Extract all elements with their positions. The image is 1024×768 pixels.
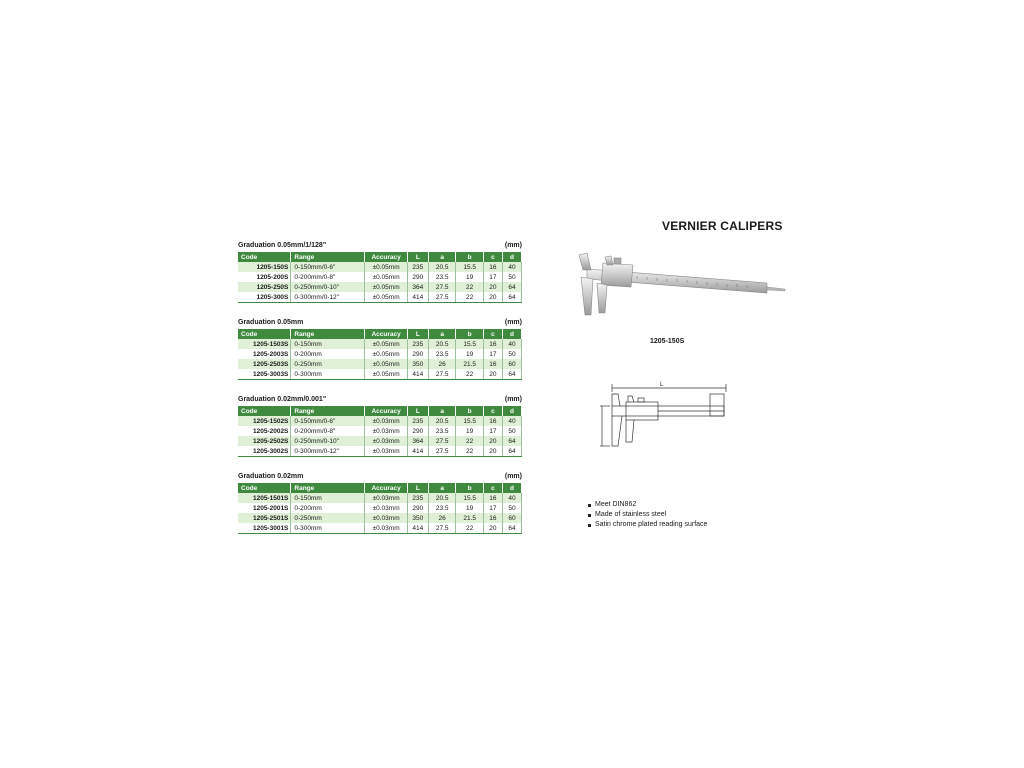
table-row	[238, 513, 522, 523]
feature-list	[588, 500, 707, 530]
table-cell: 20.5	[428, 339, 456, 349]
table-cell: 17	[483, 426, 502, 436]
graduation-label: Graduation 0.02mm	[238, 473, 304, 480]
table-cell: 16	[483, 339, 502, 349]
table-cell: 20	[483, 523, 502, 534]
table-cell: 22	[456, 523, 484, 534]
table-cell: 20	[483, 436, 502, 446]
table-heading	[238, 471, 522, 483]
table-cell: 40	[502, 339, 521, 349]
table-row	[238, 349, 522, 359]
table-heading	[238, 240, 522, 252]
spec-table	[238, 329, 522, 380]
table-cell: 27.5	[428, 369, 456, 380]
table-header-row	[238, 406, 522, 416]
table-cell: ±0.05mm	[365, 349, 407, 359]
column-header: a	[428, 483, 456, 493]
column-header: c	[483, 329, 502, 339]
table-cell: 50	[502, 426, 521, 436]
table-cell: 0-300mm/0-12"	[291, 446, 365, 457]
table-cell: 1205-2503S	[238, 359, 291, 369]
table-cell: 40	[502, 493, 521, 503]
table-cell: 1205-1502S	[238, 416, 291, 426]
table-cell: ±0.05mm	[365, 359, 407, 369]
table-cell: 235	[407, 416, 428, 426]
table-cell: ±0.05mm	[365, 262, 407, 272]
table-cell: 364	[407, 282, 428, 292]
table-cell: 0-250mm/0-10"	[291, 282, 365, 292]
table-cell: ±0.03mm	[365, 436, 407, 446]
table-cell: 0-150mm/0-6"	[291, 262, 365, 272]
spec-table	[238, 483, 522, 534]
table-row	[238, 436, 522, 446]
column-header: Code	[238, 252, 291, 262]
table-cell: 26	[428, 513, 456, 523]
bullet-icon	[588, 524, 591, 527]
table-cell: 0-150mm/0-6"	[291, 416, 365, 426]
column-header: Accuracy	[365, 329, 407, 339]
table-cell: 414	[407, 292, 428, 303]
column-header: Range	[291, 329, 365, 339]
column-header: L	[407, 483, 428, 493]
table-heading	[238, 317, 522, 329]
column-header: L	[407, 252, 428, 262]
table-cell: 17	[483, 272, 502, 282]
table-row	[238, 416, 522, 426]
bullet-icon	[588, 514, 591, 517]
column-header: b	[456, 483, 484, 493]
table-cell: 0-250mm	[291, 359, 365, 369]
column-header: b	[456, 406, 484, 416]
column-header: c	[483, 406, 502, 416]
table-cell: 15.5	[456, 339, 484, 349]
table-cell: ±0.05mm	[365, 369, 407, 380]
table-cell: ±0.03mm	[365, 513, 407, 523]
column-header: Accuracy	[365, 406, 407, 416]
table-cell: 21.5	[456, 513, 484, 523]
unit-label: (mm)	[504, 396, 522, 403]
table-cell: 19	[456, 503, 484, 513]
column-header: d	[502, 406, 521, 416]
spec-table-1	[238, 240, 522, 303]
column-header: d	[502, 252, 521, 262]
column-header: c	[483, 252, 502, 262]
table-cell: 1205-200S	[238, 272, 291, 282]
table-cell: 0-300mm	[291, 369, 365, 380]
column-header: L	[407, 406, 428, 416]
table-heading	[238, 394, 522, 406]
caliper-diagram	[598, 380, 734, 456]
table-cell: 290	[407, 272, 428, 282]
column-header: d	[502, 483, 521, 493]
graduation-label: Graduation 0.05mm/1/128"	[238, 242, 327, 249]
table-row	[238, 272, 522, 282]
column-header: d	[502, 329, 521, 339]
table-cell: 50	[502, 349, 521, 359]
table-cell: 16	[483, 262, 502, 272]
table-cell: 0-150mm	[291, 339, 365, 349]
table-cell: 22	[456, 282, 484, 292]
table-cell: 15.5	[456, 493, 484, 503]
column-header: Code	[238, 483, 291, 493]
table-cell: ±0.03mm	[365, 493, 407, 503]
column-header: b	[456, 252, 484, 262]
table-row	[238, 339, 522, 349]
table-cell: ±0.03mm	[365, 446, 407, 457]
table-cell: 64	[502, 523, 521, 534]
table-cell: 1205-1503S	[238, 339, 291, 349]
table-cell: 1205-3001S	[238, 523, 291, 534]
table-cell: 64	[502, 446, 521, 457]
table-cell: 20.5	[428, 262, 456, 272]
table-cell: 0-300mm	[291, 523, 365, 534]
table-cell: ±0.03mm	[365, 503, 407, 513]
column-header: c	[483, 483, 502, 493]
table-cell: 21.5	[456, 359, 484, 369]
table-cell: 235	[407, 339, 428, 349]
table-cell: 20	[483, 282, 502, 292]
table-cell: 15.5	[456, 262, 484, 272]
table-cell: 16	[483, 416, 502, 426]
bullet-icon	[588, 504, 591, 507]
spec-table-3	[238, 394, 522, 457]
table-cell: 414	[407, 369, 428, 380]
column-header: Code	[238, 406, 291, 416]
table-cell: 20.5	[428, 416, 456, 426]
column-header: Range	[291, 483, 365, 493]
table-cell: 290	[407, 349, 428, 359]
table-row	[238, 503, 522, 513]
table-cell: 50	[502, 503, 521, 513]
table-cell: 22	[456, 446, 484, 457]
table-cell: 1205-300S	[238, 292, 291, 303]
column-header: L	[407, 329, 428, 339]
table-cell: 1205-3003S	[238, 369, 291, 380]
table-cell: 350	[407, 359, 428, 369]
table-cell: 40	[502, 262, 521, 272]
spec-table-4	[238, 471, 522, 534]
table-cell: 64	[502, 369, 521, 380]
table-cell: 64	[502, 436, 521, 446]
table-cell: 19	[456, 272, 484, 282]
table-cell: 20	[483, 292, 502, 303]
table-cell: 0-150mm	[291, 493, 365, 503]
column-header: Accuracy	[365, 252, 407, 262]
table-cell: 27.5	[428, 523, 456, 534]
table-cell: 27.5	[428, 292, 456, 303]
unit-label: (mm)	[504, 242, 522, 249]
table-cell: 23.5	[428, 426, 456, 436]
table-row	[238, 262, 522, 272]
table-cell: 27.5	[428, 436, 456, 446]
page-title: VERNIER CALIPERS	[662, 219, 783, 233]
table-cell: 0-200mm/0-8"	[291, 426, 365, 436]
table-cell: 16	[483, 513, 502, 523]
table-cell: ±0.05mm	[365, 282, 407, 292]
table-cell: 235	[407, 493, 428, 503]
table-cell: 17	[483, 503, 502, 513]
table-cell: 64	[502, 292, 521, 303]
list-item: Made of stainless steel	[588, 510, 707, 520]
list-item: Satin chrome plated reading surface	[588, 520, 707, 530]
table-cell: ±0.03mm	[365, 523, 407, 534]
graduation-label: Graduation 0.02mm/0.001"	[238, 396, 327, 403]
column-header: a	[428, 329, 456, 339]
table-row	[238, 426, 522, 436]
table-cell: 27.5	[428, 282, 456, 292]
table-cell: 19	[456, 349, 484, 359]
table-header-row	[238, 252, 522, 262]
table-cell: 23.5	[428, 272, 456, 282]
table-cell: ±0.05mm	[365, 339, 407, 349]
table-cell: 1205-150S	[238, 262, 291, 272]
table-cell: 290	[407, 503, 428, 513]
column-header: Range	[291, 252, 365, 262]
table-cell: 40	[502, 416, 521, 426]
unit-label: (mm)	[504, 319, 522, 326]
table-cell: 1205-2003S	[238, 349, 291, 359]
table-row	[238, 282, 522, 292]
table-cell: 19	[456, 426, 484, 436]
table-cell: 1205-2501S	[238, 513, 291, 523]
table-cell: 27.5	[428, 446, 456, 457]
table-cell: ±0.03mm	[365, 426, 407, 436]
table-cell: 60	[502, 359, 521, 369]
column-header: b	[456, 329, 484, 339]
table-row	[238, 493, 522, 503]
column-header: a	[428, 406, 456, 416]
graduation-label: Graduation 0.05mm	[238, 319, 304, 326]
table-cell: 22	[456, 436, 484, 446]
table-cell: 15.5	[456, 416, 484, 426]
table-cell: 16	[483, 359, 502, 369]
table-cell: 364	[407, 436, 428, 446]
unit-label: (mm)	[504, 473, 522, 480]
table-cell: ±0.03mm	[365, 416, 407, 426]
table-cell: 22	[456, 292, 484, 303]
table-cell: 414	[407, 446, 428, 457]
table-cell: 60	[502, 513, 521, 523]
table-cell: 1205-2002S	[238, 426, 291, 436]
table-cell: 350	[407, 513, 428, 523]
table-cell: 0-200mm	[291, 349, 365, 359]
table-cell: 20	[483, 369, 502, 380]
diagram-dimension-label: L	[660, 382, 664, 388]
table-cell: 414	[407, 523, 428, 534]
photo-caption: 1205-150S	[650, 338, 685, 345]
table-cell: 50	[502, 272, 521, 282]
table-cell: 0-300mm/0-12"	[291, 292, 365, 303]
spec-table	[238, 406, 522, 457]
table-cell: 235	[407, 262, 428, 272]
table-cell: 0-200mm/0-8"	[291, 272, 365, 282]
table-cell: 1205-2502S	[238, 436, 291, 446]
table-cell: 16	[483, 493, 502, 503]
table-cell: 0-200mm	[291, 503, 365, 513]
table-header-row	[238, 329, 522, 339]
caliper-photo	[567, 243, 791, 323]
table-cell: 20	[483, 446, 502, 457]
table-row	[238, 292, 522, 303]
table-cell: 1205-3002S	[238, 446, 291, 457]
column-header: Range	[291, 406, 365, 416]
column-header: Code	[238, 329, 291, 339]
table-cell: 290	[407, 426, 428, 436]
table-cell: ±0.05mm	[365, 272, 407, 282]
spec-table-2	[238, 317, 522, 380]
table-row	[238, 446, 522, 457]
table-header-row	[238, 483, 522, 493]
table-cell: 64	[502, 282, 521, 292]
table-cell: 26	[428, 359, 456, 369]
table-cell: 23.5	[428, 503, 456, 513]
table-cell: 20.5	[428, 493, 456, 503]
column-header: a	[428, 252, 456, 262]
list-item: Meet DIN862	[588, 500, 707, 510]
table-row	[238, 359, 522, 369]
column-header: Accuracy	[365, 483, 407, 493]
table-cell: 1205-1501S	[238, 493, 291, 503]
spec-tables	[238, 240, 522, 534]
table-row	[238, 369, 522, 380]
table-cell: 22	[456, 369, 484, 380]
table-cell: 0-250mm/0-10"	[291, 436, 365, 446]
table-cell: 17	[483, 349, 502, 359]
table-cell: 1205-2001S	[238, 503, 291, 513]
table-cell: 1205-250S	[238, 282, 291, 292]
table-cell: ±0.05mm	[365, 292, 407, 303]
spec-table	[238, 252, 522, 303]
table-cell: 23.5	[428, 349, 456, 359]
table-cell: 0-250mm	[291, 513, 365, 523]
table-row	[238, 523, 522, 534]
